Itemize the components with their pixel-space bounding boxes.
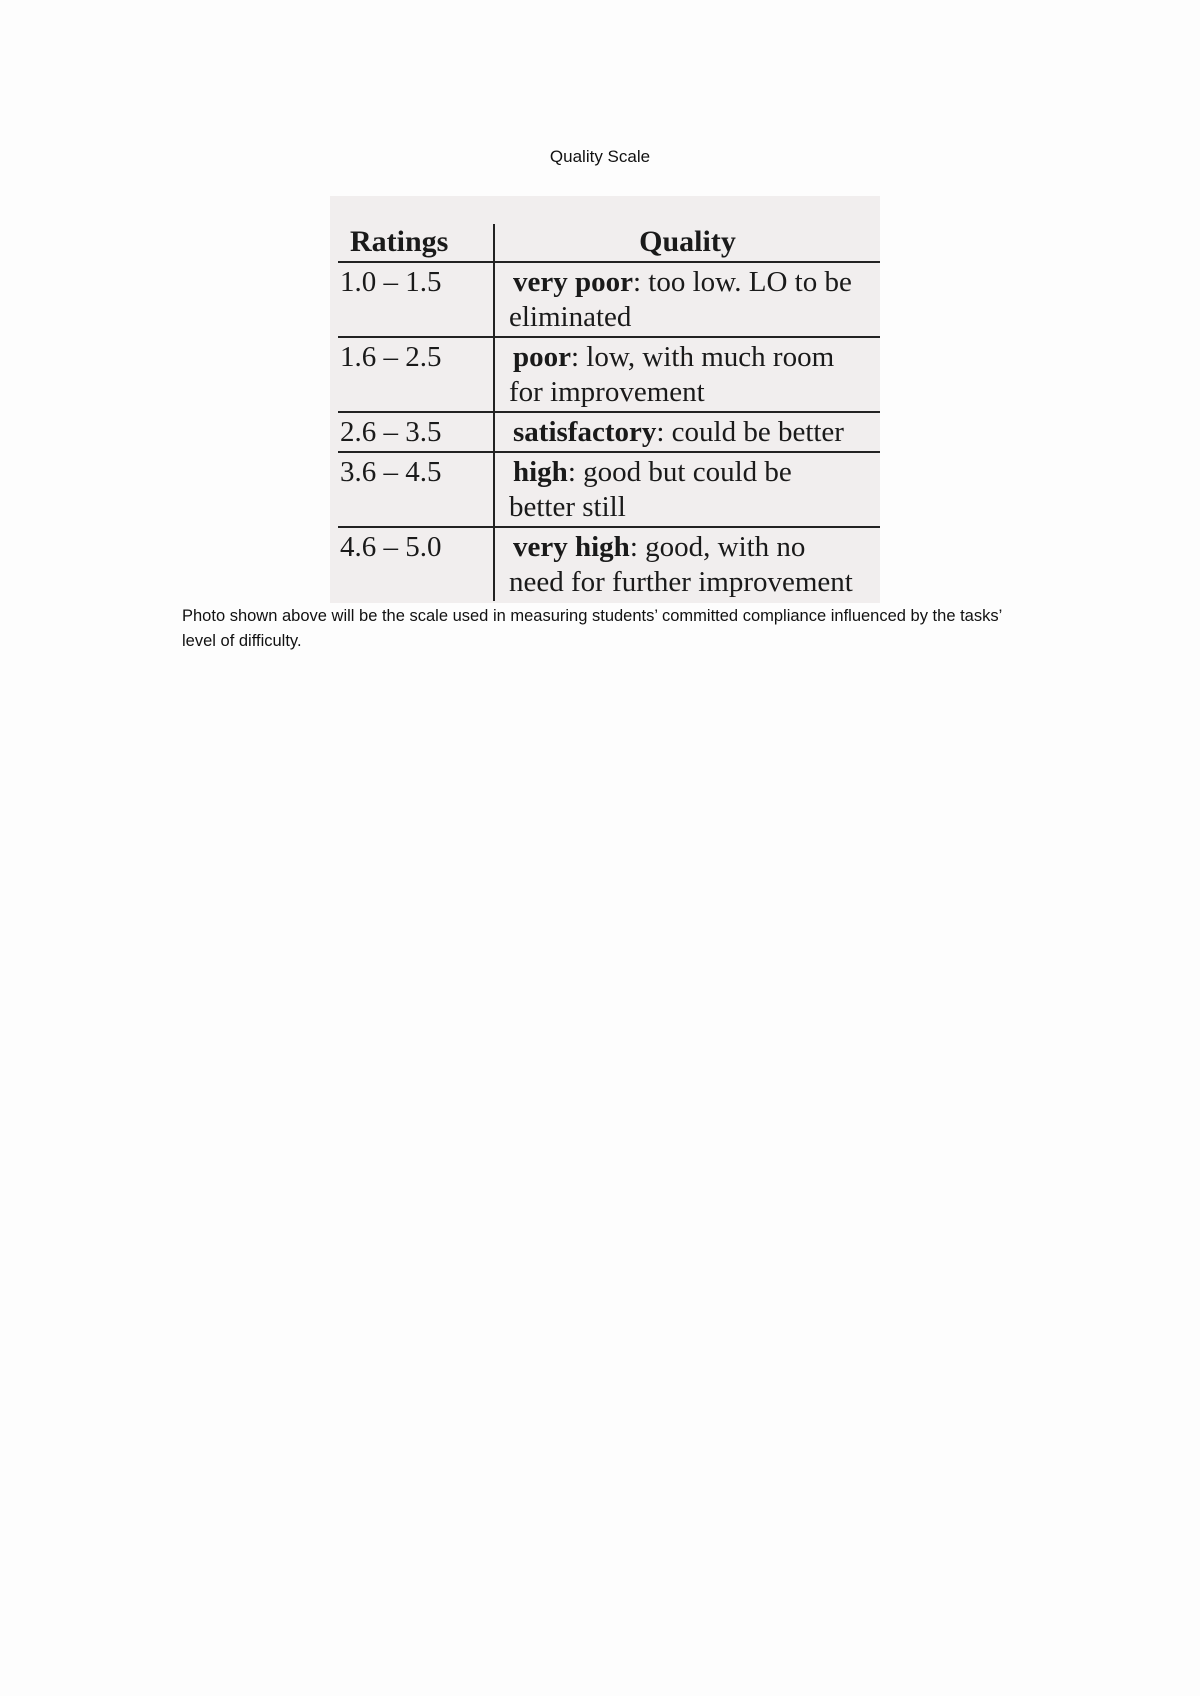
quality-label: satisfactory	[513, 416, 657, 448]
quality-text: : good but could be	[567, 456, 792, 488]
quality-text: : good, with no	[629, 531, 806, 563]
quality-description	[494, 412, 880, 452]
table-row	[338, 527, 880, 601]
quality-text-continued: eliminated	[509, 301, 632, 333]
quality-scale-table	[338, 224, 880, 601]
quality-text: : low, with much room	[571, 341, 835, 373]
quality-text: : too low. LO to be	[633, 266, 852, 298]
table-header-row	[338, 224, 880, 262]
rating-range: 1.0 – 1.5	[338, 262, 494, 337]
table-row	[338, 262, 880, 337]
quality-text-continued: better still	[509, 491, 626, 523]
quality-label: high	[513, 456, 568, 488]
quality-label: very high	[513, 531, 630, 563]
rating-range: 1.6 – 2.5	[338, 337, 494, 412]
table-row	[338, 452, 880, 527]
table-row	[338, 412, 880, 452]
quality-text-continued: for improvement	[509, 376, 705, 408]
column-header-ratings: Ratings	[338, 224, 494, 262]
rating-range: 3.6 – 4.5	[338, 452, 494, 527]
quality-label: very poor	[513, 266, 633, 298]
quality-description	[494, 452, 880, 527]
page-title: Quality Scale	[549, 147, 651, 166]
quality-text: : could be better	[656, 416, 844, 448]
quality-scale-photo	[330, 196, 880, 603]
rating-range: 2.6 – 3.5	[338, 412, 494, 452]
photo-caption: Photo shown above will be the scale used in measuring students’ committed compliance influenced by the tasks’ level of difficulty.	[182, 607, 1002, 650]
column-header-quality: Quality	[494, 224, 880, 262]
quality-description	[494, 262, 880, 337]
quality-label: poor	[513, 341, 571, 373]
quality-description	[494, 337, 880, 412]
quality-description	[494, 527, 880, 601]
rating-range: 4.6 – 5.0	[338, 527, 494, 601]
table-row	[338, 337, 880, 412]
quality-text-continued: need for further improvement	[509, 566, 853, 598]
